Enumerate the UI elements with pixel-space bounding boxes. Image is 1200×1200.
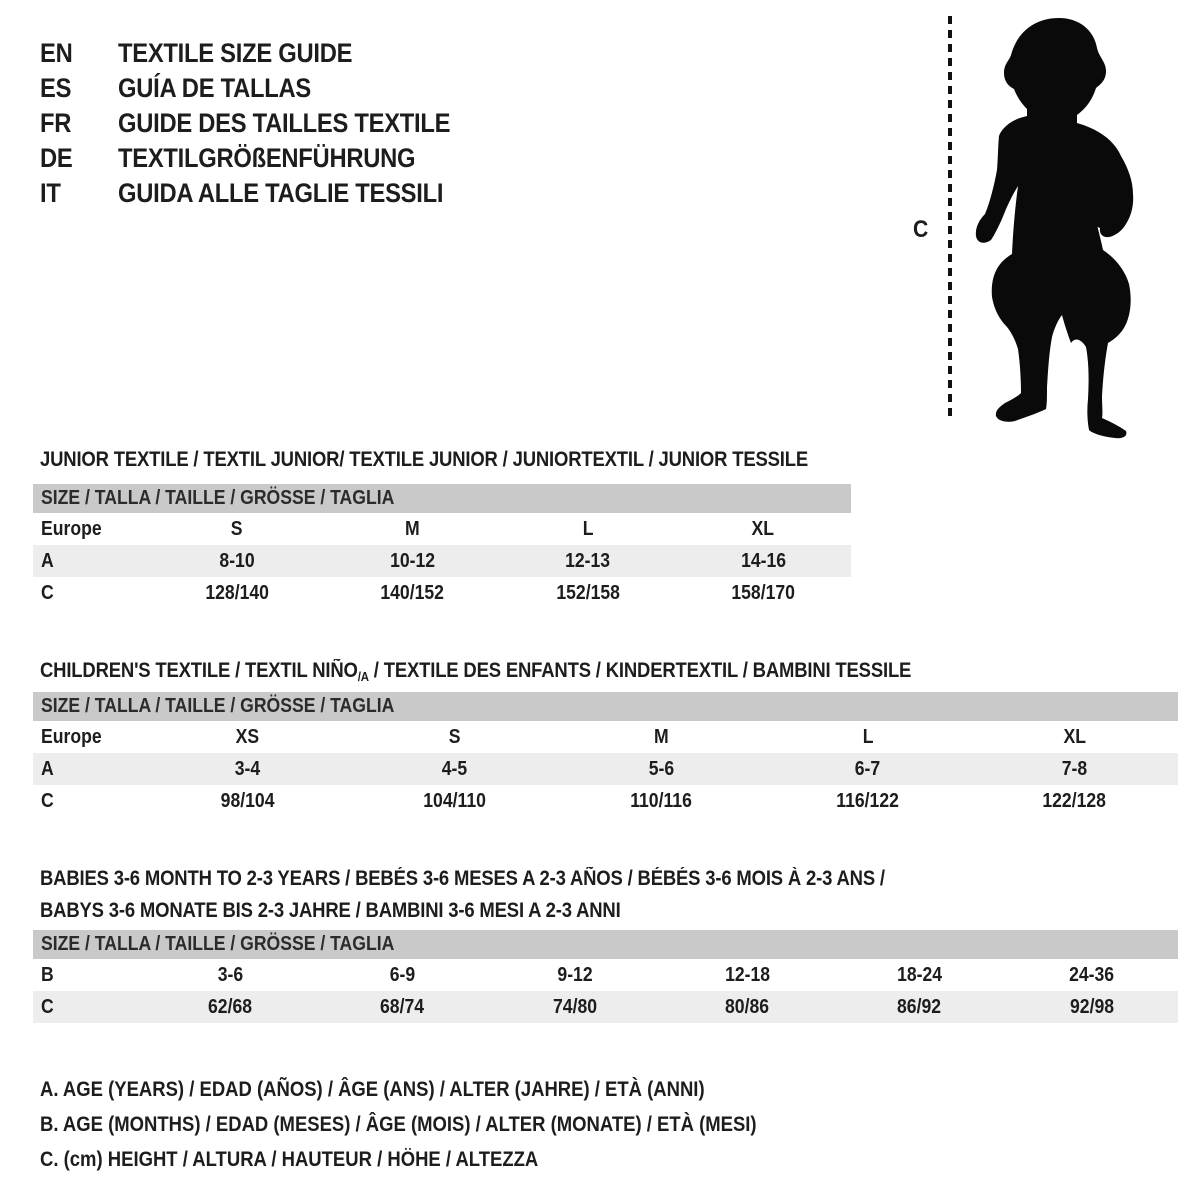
size-cell: 116/122 [836, 789, 900, 812]
size-cell: L [582, 517, 594, 540]
row-label: C [41, 789, 54, 812]
table-row [33, 753, 1178, 785]
size-cell: 7-8 [1061, 757, 1088, 780]
row-label: C [41, 995, 54, 1018]
guide-title: GUÍA DE TALLAS [118, 73, 311, 103]
size-header-bar [33, 930, 1178, 959]
size-cell: 4-5 [441, 757, 467, 780]
size-cell: 24-36 [1069, 963, 1115, 986]
table-row [33, 721, 1178, 753]
size-header-label: SIZE / TALLA / TAILLE / GRÖSSE / TAGLIA [41, 933, 395, 955]
size-cell: 12-18 [724, 963, 770, 986]
size-cell: XL [751, 517, 775, 540]
size-cell: 74/80 [552, 995, 597, 1018]
guide-title: TEXTILE SIZE GUIDE [118, 38, 353, 68]
nino-a-subscript: /A [357, 669, 369, 685]
size-cell: 62/68 [208, 995, 253, 1018]
size-header-label: SIZE / TALLA / TAILLE / GRÖSSE / TAGLIA [41, 487, 395, 509]
size-cell: 3-6 [217, 963, 243, 986]
language-title-row [40, 71, 496, 106]
row-label: A [41, 549, 54, 572]
section-heading-junior: JUNIOR TEXTILE / TEXTIL JUNIOR/ TEXTILE JUNIOR / JUNIORTEXTIL / JUNIOR TESSILE [40, 448, 809, 472]
section-heading-children: CHILDREN'S TEXTILE / TEXTIL NIÑO/A / TEXTILE DES ENFANTS / KINDERTEXTIL / BAMBINI TESSILE [40, 659, 912, 685]
size-cell: 104/110 [422, 789, 486, 812]
language-code: DE [40, 143, 73, 173]
language-code: ES [40, 73, 72, 103]
language-title-row [40, 36, 496, 71]
language-title-row [40, 106, 496, 141]
size-header-bar [33, 484, 851, 513]
language-code: FR [40, 108, 72, 138]
size-cell: 10-12 [389, 549, 435, 572]
size-cell: XL [1063, 725, 1086, 748]
size-cell: 86/92 [897, 995, 942, 1018]
size-cell: 18-24 [896, 963, 942, 986]
height-measure-label: C [913, 216, 929, 243]
row-label: Europe [41, 517, 102, 540]
size-cell: 128/140 [204, 581, 269, 604]
size-cell: 152/158 [555, 581, 620, 604]
size-cell: 6-7 [855, 757, 881, 780]
section-heading-babies: BABIES 3-6 MONTH TO 2-3 YEARS / BEBÉS 3-6 MESES A 2-3 AÑOS / BÉBÉS 3-6 MOIS À 2-3 ANS / BABYS 3-6 MONATE BIS 2-3 JAHRE / BAMBINI 3-6 MESI A 2-3 ANNI [40, 867, 885, 923]
size-cell: S [230, 517, 243, 540]
size-header-label: SIZE / TALLA / TAILLE / GRÖSSE / TAGLIA [41, 695, 395, 717]
title-language-list [40, 36, 496, 211]
language-code: IT [40, 178, 61, 208]
language-title-row [40, 141, 496, 176]
table-row [33, 991, 1178, 1023]
legend-line-b: B. AGE (MONTHS) / EDAD (MESES) / ÂGE (MOIS) / ALTER (MONATE) / ETÀ (MESI) [40, 1113, 757, 1136]
size-cell: M [653, 725, 669, 748]
language-title-row [40, 176, 496, 211]
size-cell: 140/152 [380, 581, 445, 604]
table-row [33, 577, 851, 609]
row-label: B [41, 963, 54, 986]
size-cell: 9-12 [557, 963, 593, 986]
height-measure-dashed-line [948, 16, 952, 420]
babies-size-table [33, 930, 1178, 1023]
table-row [33, 785, 1178, 817]
size-cell: 3-4 [234, 757, 261, 780]
size-cell: 158/170 [731, 581, 796, 604]
children-size-table [33, 692, 1178, 817]
size-cell: 12-13 [565, 549, 611, 572]
size-cell: 68/74 [380, 995, 425, 1018]
size-cell: S [448, 725, 461, 748]
size-cell: 8-10 [219, 549, 255, 572]
size-cell: 5-6 [648, 757, 674, 780]
size-header-bar [33, 692, 1178, 721]
size-cell: 6-9 [389, 963, 416, 986]
guide-title: GUIDA ALLE TAGLIE TESSILI [118, 178, 444, 208]
table-row [33, 959, 1178, 991]
guide-title: TEXTILGRÖßENFÜHRUNG [118, 143, 416, 173]
size-cell: 92/98 [1069, 995, 1114, 1018]
table-row [33, 513, 851, 545]
size-cell: L [862, 725, 874, 748]
guide-title: GUIDE DES TAILLES TEXTILE [118, 108, 451, 138]
size-cell: M [404, 517, 420, 540]
size-cell: 80/86 [725, 995, 770, 1018]
size-cell: 14-16 [740, 549, 786, 572]
row-label: A [41, 757, 54, 780]
size-cell: 122/128 [1042, 789, 1107, 812]
legend-line-c: C. (cm) HEIGHT / ALTURA / HAUTEUR / HÖHE / ALTEZZA [40, 1148, 539, 1171]
size-cell: 110/116 [630, 789, 692, 812]
junior-size-table [33, 484, 851, 609]
row-label: C [41, 581, 54, 604]
legend-line-a: A. AGE (YEARS) / EDAD (AÑOS) / ÂGE (ANS) / ALTER (JAHRE) / ETÀ (ANNI) [40, 1078, 705, 1101]
toddler-silhouette-image [965, 16, 1145, 441]
measurement-legend [40, 1072, 854, 1177]
table-row [33, 545, 851, 577]
language-code: EN [40, 38, 73, 68]
size-cell: 98/104 [220, 789, 275, 812]
row-label: Europe [41, 725, 102, 748]
size-cell: XS [235, 725, 260, 748]
